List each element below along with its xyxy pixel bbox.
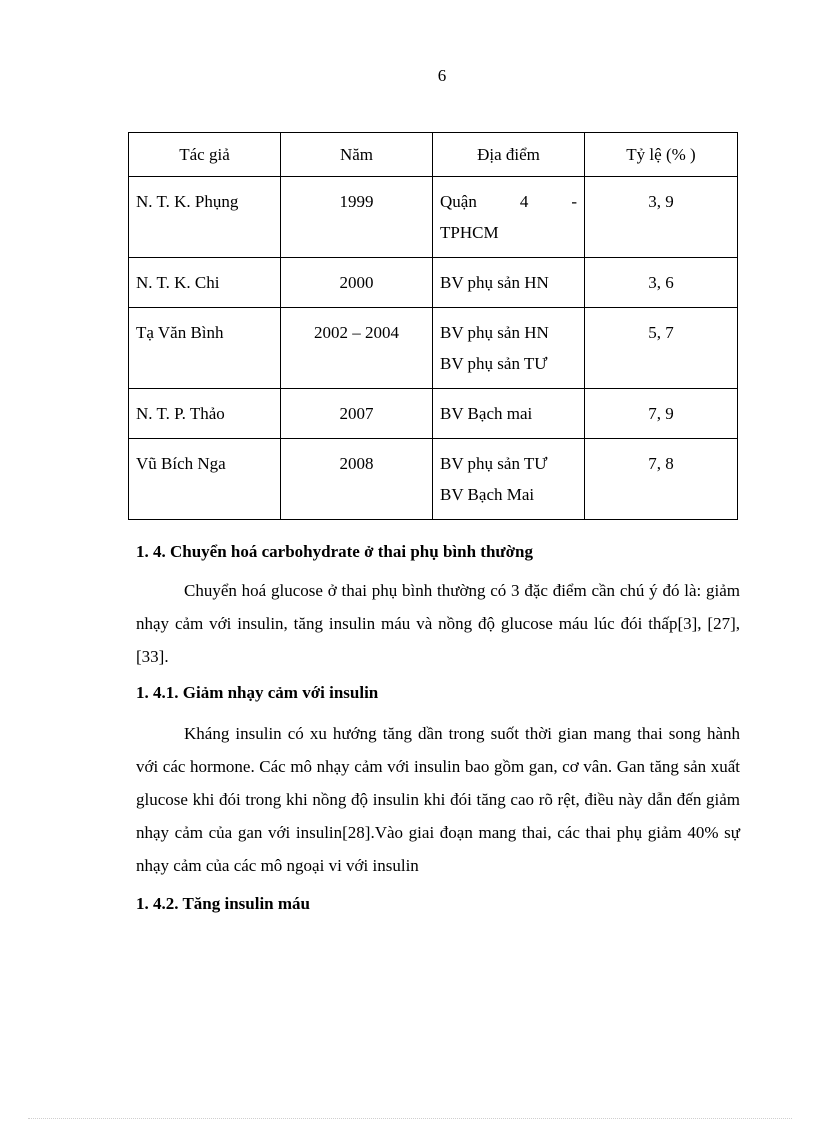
- table-row: [129, 308, 738, 389]
- paragraph-1-4: Chuyển hoá glucose ở thai phụ bình thường có 3 đặc điểm cần chú ý đó là: giảm nhạy cảm với insulin, tăng insulin máu và nồng độ glucose máu lúc đói thấp[3], [27], [33].: [136, 581, 740, 666]
- table-row: [129, 389, 738, 439]
- cell-place: [433, 177, 585, 258]
- cell-year: 2008: [281, 439, 433, 520]
- cell-rate: 7, 8: [585, 439, 738, 520]
- place-line: BV phụ sản TƯ: [440, 354, 548, 373]
- cell-rate: 7, 9: [585, 389, 738, 439]
- body-text: [136, 536, 740, 920]
- table-row: [129, 177, 738, 258]
- place-word: Quận: [440, 192, 477, 211]
- page-bottom-divider: [28, 1118, 792, 1119]
- table-header-row: [129, 133, 738, 177]
- paragraph-1-4-1: Kháng insulin có xu hướng tăng dần trong suốt thời gian mang thai song hành với các hormone. Các mô nhạy cảm với insulin bao gồm gan, cơ vân. Gan tăng sản xuất glucose khi đói trong khi nồng độ insulin khi đói tăng cao rõ rệt, điều này dẫn đến giảm nhạy cảm của gan với insulin[28].Vào giai đoạn mang thai, các thai phụ giảm 40% sự nhạy cảm của các mô ngoại vi với insulin: [136, 724, 740, 875]
- cell-year: 2007: [281, 389, 433, 439]
- place-line: BV phụ sản TƯ: [440, 454, 548, 473]
- cell-year: 1999: [281, 177, 433, 258]
- cell-author: Vũ Bích Nga: [129, 439, 281, 520]
- cell-place: [433, 308, 585, 389]
- header-rate: Tỷ lệ (% ): [585, 133, 738, 177]
- cell-year: 2000: [281, 258, 433, 308]
- section-heading-1-4: 1. 4. Chuyển hoá carbohydrate ở thai phụ bình thường: [136, 542, 533, 561]
- table-row: [129, 258, 738, 308]
- cell-rate: 5, 7: [585, 308, 738, 389]
- prevalence-table: [128, 132, 738, 520]
- cell-place: [433, 439, 585, 520]
- place-line: BV Bạch Mai: [440, 485, 535, 504]
- section-heading-1-4-2: 1. 4.2. Tăng insulin máu: [136, 894, 311, 913]
- cell-place: BV phụ sản HN: [433, 258, 585, 308]
- cell-year: 2002 – 2004: [281, 308, 433, 389]
- cell-rate: 3, 9: [585, 177, 738, 258]
- place-line-justified: [440, 186, 577, 217]
- header-year: Năm: [281, 133, 433, 177]
- page-number: 6: [437, 66, 447, 85]
- cell-place: BV Bạch mai: [433, 389, 585, 439]
- cell-author: N. T. K. Chi: [129, 258, 281, 308]
- place-line: TPHCM: [440, 223, 499, 242]
- header-author: Tác giả: [129, 133, 281, 177]
- place-line: BV phụ sản HN: [440, 323, 549, 342]
- place-word: 4: [519, 192, 529, 211]
- header-place: Địa điểm: [433, 133, 585, 177]
- cell-author: Tạ Văn Bình: [129, 308, 281, 389]
- cell-rate: 3, 6: [585, 258, 738, 308]
- table-row: [129, 439, 738, 520]
- cell-author: N. T. K. Phụng: [129, 177, 281, 258]
- section-heading-1-4-1: 1. 4.1. Giảm nhạy cảm với insulin: [136, 683, 379, 702]
- place-word: -: [571, 192, 577, 211]
- cell-author: N. T. P. Thảo: [129, 389, 281, 439]
